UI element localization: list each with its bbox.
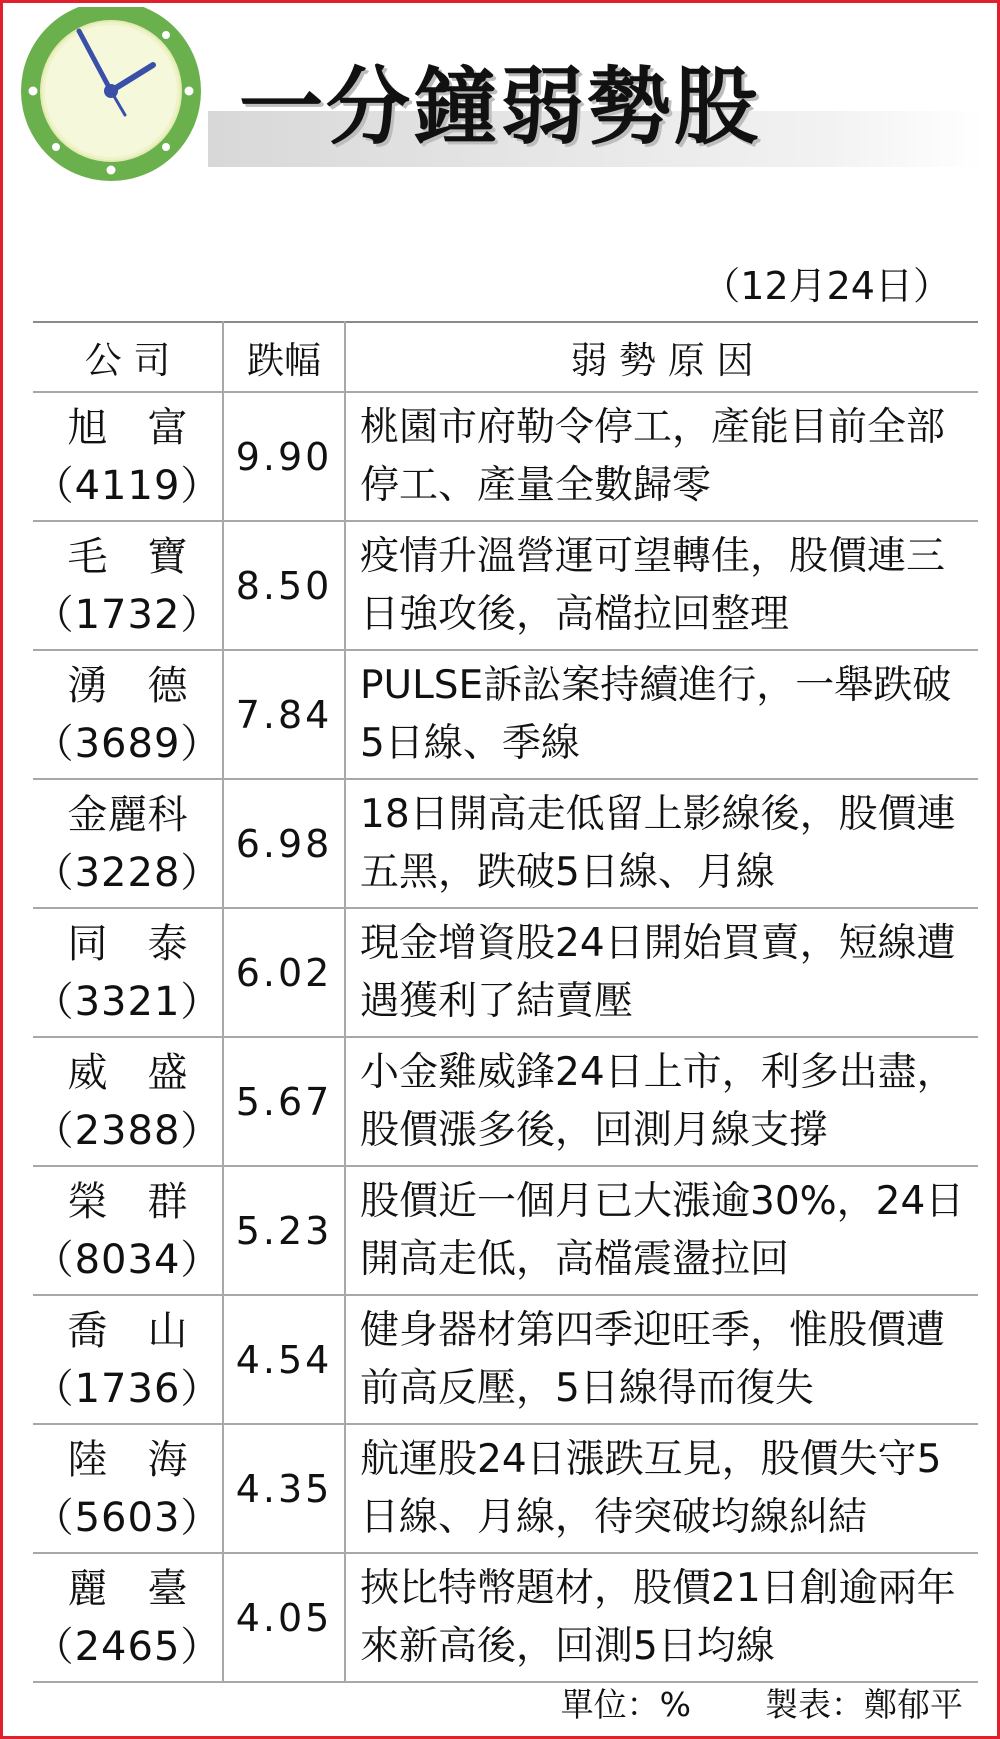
drop-value: 9.90 [223, 392, 345, 521]
drop-value: 7.84 [223, 650, 345, 779]
table-row [33, 1553, 978, 1682]
table-row [33, 779, 978, 908]
company-cell [33, 908, 223, 1037]
company-cell [33, 1295, 223, 1424]
reason-text: 18日開高走低留上影線後，股價連五黑，跌破5日線、月線 [345, 779, 978, 908]
table-header-row [33, 322, 978, 392]
footer [561, 1679, 963, 1726]
company-name: 喬 山 [67, 1307, 188, 1354]
drop-value: 4.54 [223, 1295, 345, 1424]
table-row [33, 1424, 978, 1553]
company-name: 榮 群 [67, 1178, 188, 1225]
company-name: 金麗科 [67, 791, 188, 838]
reason-text: 小金雞威鋒24日上市，利多出盡，股價漲多後，回測月線支撐 [345, 1037, 978, 1166]
stock-code: （2465） [33, 1623, 222, 1670]
column-header-company: 公 司 [33, 322, 223, 392]
table-row [33, 1037, 978, 1166]
company-cell [33, 521, 223, 650]
company-name: 同 泰 [67, 920, 188, 967]
company-name: 毛 寶 [67, 533, 188, 580]
stock-code: （3689） [33, 720, 222, 767]
drop-value: 5.23 [223, 1166, 345, 1295]
stock-code: （2388） [33, 1107, 222, 1154]
stock-code: （4119） [33, 462, 222, 509]
drop-value: 6.98 [223, 779, 345, 908]
reason-text: 航運股24日漲跌互見，股價失守5日線、月線，待突破均線糾結 [345, 1424, 978, 1553]
stock-code: （8034） [33, 1236, 222, 1283]
reason-text: 桃園市府勒令停工，產能目前全部停工、產量全數歸零 [345, 392, 978, 521]
table-row [33, 1295, 978, 1424]
stock-code: （5603） [33, 1494, 222, 1541]
company-name: 湧 德 [67, 662, 188, 709]
drop-value: 6.02 [223, 908, 345, 1037]
weak-stocks-table [33, 321, 978, 1683]
company-cell [33, 650, 223, 779]
reason-text: 健身器材第四季迎旺季，惟股價遭前高反壓，5日線得而復失 [345, 1295, 978, 1424]
drop-value: 5.67 [223, 1037, 345, 1166]
company-cell [33, 392, 223, 521]
reason-text: PULSE訴訟案持續進行，一舉跌破5日線、季線 [345, 650, 978, 779]
company-name: 麗 臺 [67, 1565, 188, 1612]
drop-value: 8.50 [223, 521, 345, 650]
stock-code: （1736） [33, 1365, 222, 1412]
reason-text: 挾比特幣題材，股價21日創逾兩年來新高後，回測5日均線 [345, 1553, 978, 1682]
company-name: 旭 富 [67, 404, 188, 451]
company-cell [33, 1037, 223, 1166]
clock-icon [13, 7, 209, 203]
reason-text: 疫情升溫營運可望轉佳，股價連三日強攻後，高檔拉回整理 [345, 521, 978, 650]
table-row [33, 650, 978, 779]
drop-value: 4.05 [223, 1553, 345, 1682]
table-row [33, 908, 978, 1037]
table-row [33, 521, 978, 650]
company-name: 陸 海 [67, 1436, 188, 1483]
company-name: 威 盛 [67, 1049, 188, 1096]
table-row [33, 1166, 978, 1295]
company-cell [33, 1166, 223, 1295]
date-label: （12月24日） [702, 264, 951, 308]
stock-code: （3321） [33, 978, 222, 1025]
stock-code: （1732） [33, 591, 222, 638]
company-cell [33, 779, 223, 908]
table-row [33, 392, 978, 521]
company-cell [33, 1553, 223, 1682]
stock-code: （3228） [33, 849, 222, 896]
column-header-drop: 跌幅 [223, 322, 345, 392]
credit-label: 製表：鄭郁平 [765, 1685, 963, 1724]
reason-text: 股價近一個月已大漲逾30%，24日開高走低，高檔震盪拉回 [345, 1166, 978, 1295]
unit-label: 單位：% [560, 1685, 691, 1724]
page-title: 一分鐘弱勢股 [239, 58, 762, 156]
reason-text: 現金增資股24日開始買賣，短線遭遇獲利了結賣壓 [345, 908, 978, 1037]
column-header-reason: 弱 勢 原 因 [345, 322, 978, 392]
drop-value: 4.35 [223, 1424, 345, 1553]
company-cell [33, 1424, 223, 1553]
